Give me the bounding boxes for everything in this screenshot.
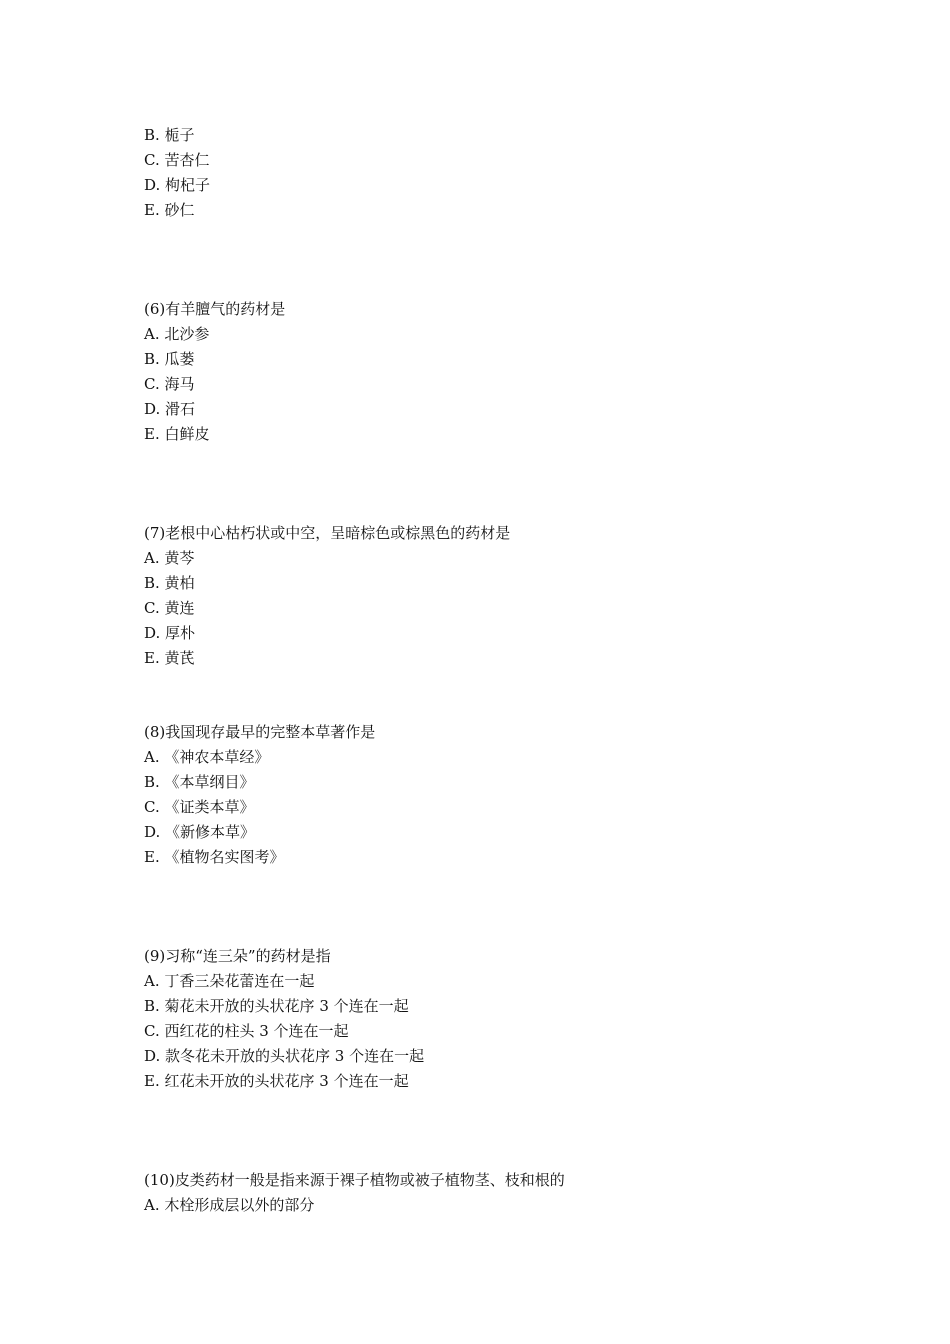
option-b: B. 菊花未开放的头状花序 3 个连在一起 <box>144 997 409 1015</box>
question-block-6 <box>144 297 285 447</box>
option-a: A. 丁香三朵花蕾连在一起 <box>144 972 315 990</box>
question-block-8 <box>144 720 375 870</box>
option-d: D. 滑石 <box>144 400 196 418</box>
question-text: (6)有羊膻气的药材是 <box>144 300 286 318</box>
option-b: B. 《本草纲目》 <box>144 773 255 791</box>
option-e: E. 黄芪 <box>144 649 195 667</box>
question-text: (10)皮类药材一般是指来源于裸子植物或被子植物茎、枝和根的 <box>144 1171 565 1189</box>
option-a: A. 北沙参 <box>144 325 210 343</box>
option-c: C. 《证类本草》 <box>144 798 255 816</box>
option-e: E. 白鲜皮 <box>144 425 210 443</box>
question-block-9 <box>144 944 424 1094</box>
option-a: A. 木栓形成层以外的部分 <box>144 1196 315 1214</box>
option-e: E. 红花未开放的头状花序 3 个连在一起 <box>144 1072 409 1090</box>
option-b: B. 瓜蒌 <box>144 350 195 368</box>
option-c: C. 苦杏仁 <box>144 151 210 169</box>
question-block-10 <box>144 1168 565 1218</box>
option-e: E. 《植物名实图考》 <box>144 848 285 866</box>
option-a: A. 《神农本草经》 <box>144 748 270 766</box>
option-c: C. 西红花的柱头 3 个连在一起 <box>144 1022 349 1040</box>
option-b: B. 黄柏 <box>144 574 195 592</box>
question-block-5-continued <box>144 123 210 223</box>
option-c: C. 海马 <box>144 375 195 393</box>
option-d: D. 款冬花未开放的头状花序 3 个连在一起 <box>144 1047 425 1065</box>
option-a: A. 黄芩 <box>144 549 195 567</box>
question-block-7 <box>144 521 510 671</box>
option-d: D. 《新修本草》 <box>144 823 256 841</box>
option-d: D. 厚朴 <box>144 624 196 642</box>
question-text: (7)老根中心枯朽状或中空，呈暗棕色或棕黑色的药材是 <box>144 524 511 542</box>
option-c: C. 黄连 <box>144 599 195 617</box>
option-d: D. 枸杞子 <box>144 176 211 194</box>
question-text: (8)我国现存最早的完整本草著作是 <box>144 723 376 741</box>
option-b: B. 栀子 <box>144 126 195 144</box>
question-text: (9)习称“连三朵”的药材是指 <box>144 947 331 965</box>
option-e: E. 砂仁 <box>144 201 195 219</box>
